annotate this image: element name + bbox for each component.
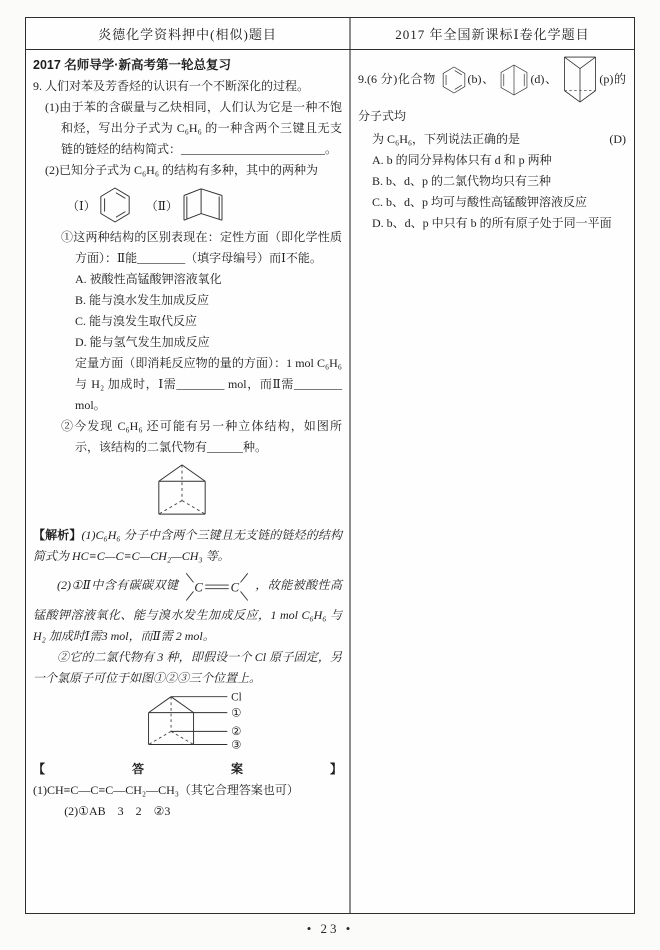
right-question-answer: (D): [609, 132, 626, 146]
carbon-double-bond-figure: [185, 567, 249, 605]
table-header-row: [26, 18, 634, 50]
prism-figure-wrap: [151, 461, 342, 522]
structure-II-label: （Ⅱ）: [145, 198, 178, 213]
compound-p-prismane-figure: [562, 54, 598, 106]
option-a: A. 被酸性高锰酸钾溶液氧化: [75, 272, 222, 286]
answer-paragraph-2: (2)①AB 3 2 ②3: [64, 804, 171, 818]
option-c: C. 能与溴发生取代反应: [75, 314, 198, 328]
answer-label: 【答案】: [33, 762, 342, 776]
source-series-title: 2017 名师导学·新高考第一轮总复习: [33, 58, 231, 72]
analysis-p1-text: (1)C₆H₆ 分子中含两个三键且无支链的链烃的结构简式为 HC≡C—C≡C—CH₂—CH₃ 等。: [33, 528, 342, 563]
triangular-prism-positions-figure: [141, 692, 263, 752]
option-b: B. 能与溴水发生加成反应: [75, 293, 210, 307]
right-question-pre: 9.(6 分)化合物: [358, 71, 436, 86]
right-question-line2: [372, 129, 626, 150]
compound-d-dewar-benzene-figure: [499, 62, 529, 98]
structure-I-label: （Ⅰ）: [67, 198, 96, 213]
analysis-paragraph-1: [33, 525, 342, 567]
compound-b-label: (b)、: [467, 71, 495, 86]
analysis-paragraph-2: [33, 567, 342, 647]
header-left-title: 炎德化学资料押中(相似)题目: [26, 18, 351, 49]
right-question-mid: 的分子式均: [358, 71, 627, 123]
triangular-prism-figure: [151, 461, 213, 517]
analysis-p2-post: ，故能被酸性高锰酸钾溶液氧化、能与溴水发生加成反应，1 mol C₆H₆ 与 H₂ 加成时Ⅰ需3 mol，而Ⅱ需 2 mol。: [33, 577, 342, 643]
header-right-title: 2017 年全国新课标Ⅰ卷化学题目: [395, 27, 590, 42]
position-label-cl: Cl: [231, 692, 242, 704]
benzene-ring-figure: [98, 185, 132, 225]
analysis-paragraph-3: ②它的二氯代物有 3 种，即假设一个 Cl 原子固定，另一个氯原子可位于如图①②③三个位置上。: [33, 650, 342, 685]
dewar-benzene-3d-figure: [180, 186, 226, 224]
structures-I-II-row: [67, 185, 342, 225]
question-9-intro: 9. 人们对苯及芳香烃的认识有一个不断深化的过程。: [33, 79, 310, 93]
compound-d-label: (d)、: [530, 71, 558, 86]
position-label-1: ①: [231, 707, 242, 720]
compound-p-label: (p): [599, 71, 614, 86]
position-label-3: ③: [231, 739, 242, 752]
right-option-c: C. b、d、p 均可与酸性高锰酸钾溶液反应: [372, 195, 588, 209]
question-sub2: ②今发现 C₆H₆ 还可能有另一种立体结构，如图所示，该结构的二氯代物有______种。: [61, 419, 342, 454]
cc-left-carbon: C: [194, 580, 203, 595]
right-option-b: B. b、d、p 的二氯代物均只有三种: [372, 174, 552, 188]
page-number: • 23 •: [306, 921, 354, 936]
position-label-2: ②: [231, 726, 242, 739]
prism-positions-figure-wrap: [141, 692, 342, 757]
right-option-a: A. b 的同分异构体只有 d 和 p 两种: [372, 153, 552, 167]
question-part1: (1)由于苯的含碳量与乙炔相同，人们认为它是一种不饱和烃，写出分子式为 C₆H₆ 的一种含两个三键且无支链的链烃的结构简式：________________________。: [45, 100, 342, 156]
comparison-table: [25, 17, 635, 914]
answer-p1-text: (1)CH≡C—C≡C—CH₂—CH₃（其它合理答案也可）: [33, 783, 299, 797]
analysis-label: 【解析】: [33, 528, 82, 542]
right-column-exam-question: [351, 50, 634, 913]
right-question-line1: [358, 54, 626, 127]
compound-b-benzene-figure: [441, 64, 467, 96]
cc-right-carbon: C: [230, 580, 239, 595]
analysis-p2-pre: (2)①Ⅱ中含有碳碳双键: [57, 577, 179, 592]
question-part2: (2)已知分子式为 C₆H₆ 的结构有多种，其中的两种为: [45, 163, 319, 177]
table-body-row: [26, 50, 634, 913]
left-column-similar-question: [26, 50, 351, 913]
right-option-d: D. b、d、p 中只有 b 的所有原子处于同一平面: [372, 216, 612, 230]
option-d: D. 能与氢气发生加成反应: [75, 335, 210, 349]
answer-paragraph-1: [33, 759, 342, 801]
question-quantitative: 定量方面（即消耗反应物的量的方面）：1 mol C₆H₆ 与 H₂ 加成时，Ⅰ需________ mol，而Ⅱ需________ mol。: [75, 356, 342, 412]
right-question-stem-end: 为 C₆H₆，下列说法正确的是: [372, 132, 521, 146]
question-sub1: ①这两种结构的区别表现在：定性方面（即化学性质方面）：Ⅱ能________（填字母编号）而Ⅰ不能。: [61, 230, 342, 265]
